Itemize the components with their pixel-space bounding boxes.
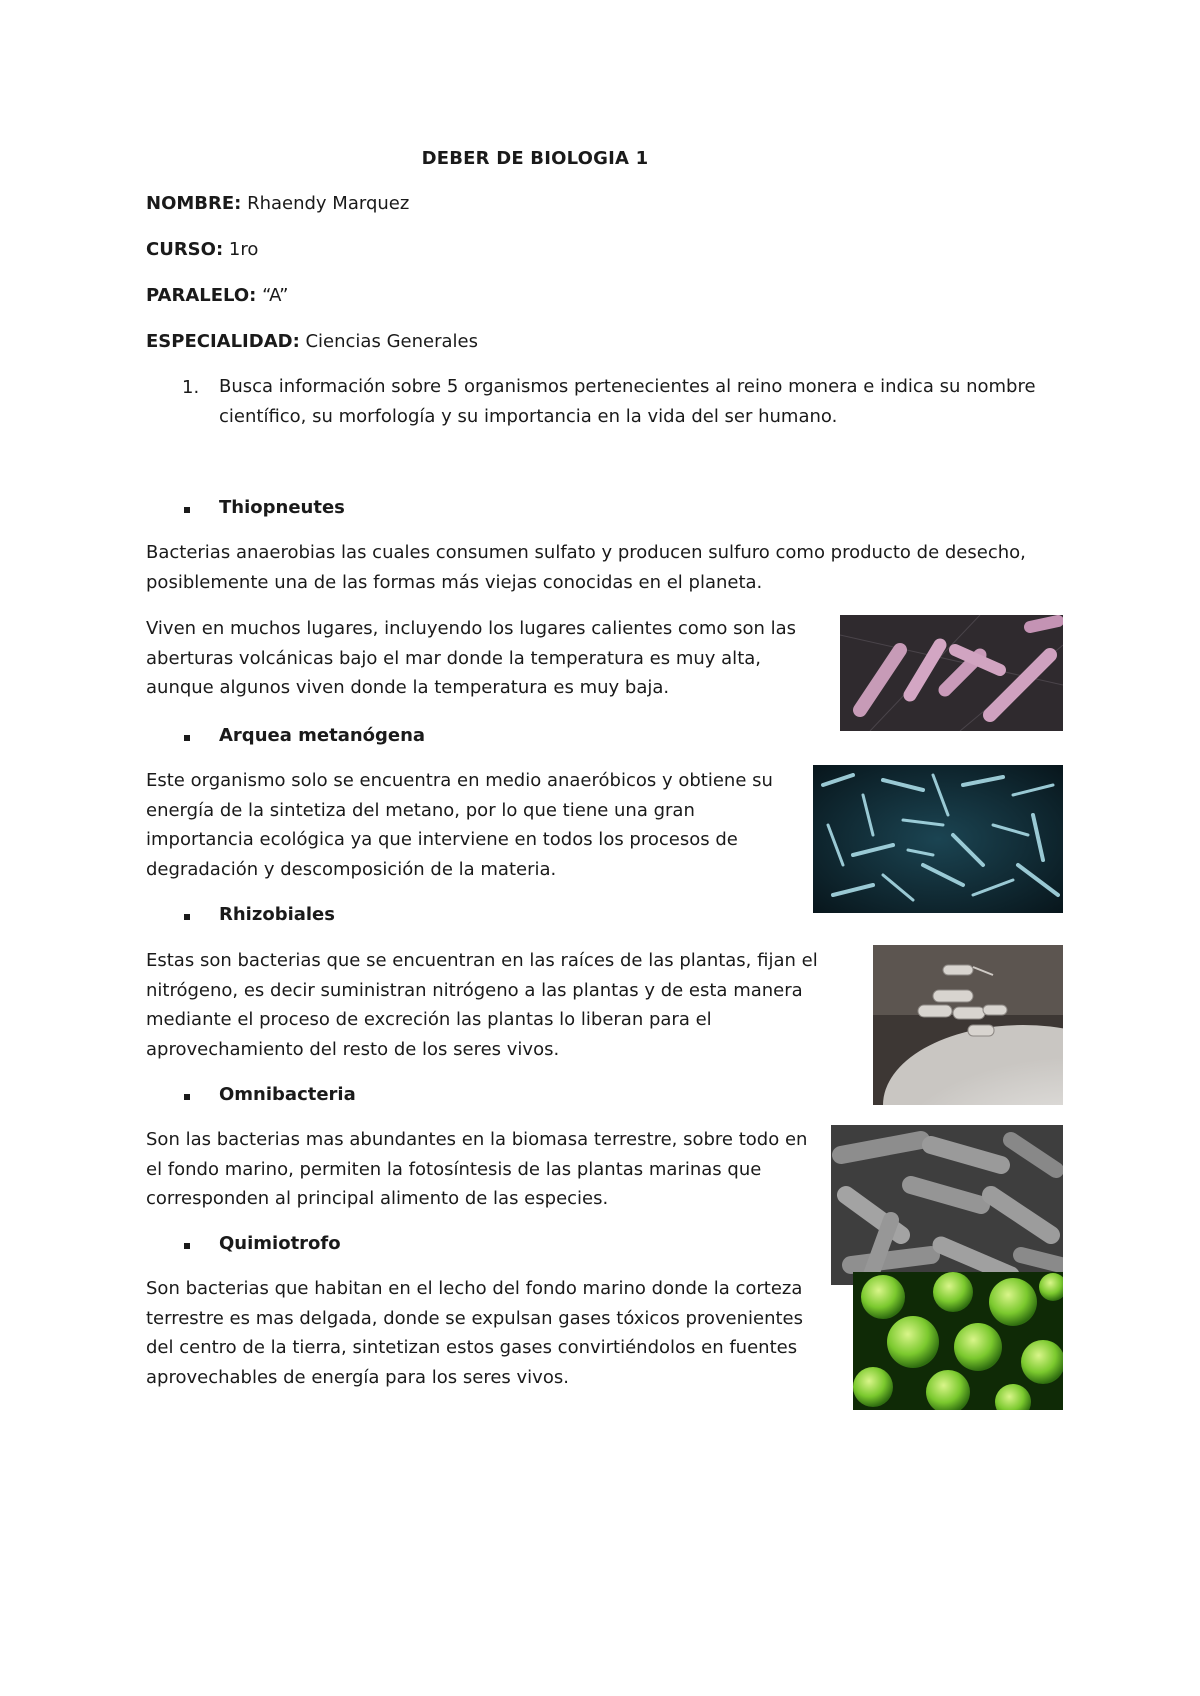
field-curso (146, 239, 258, 260)
field-label: NOMBRE: (146, 193, 242, 214)
gray-rod-bacteria-icon (831, 1125, 1063, 1285)
organism-description: Son las bacterias mas abundantes en la biomasa terrestre, sobre todo en el fondo marino, permiten la fotosíntesis de las plantas marinas que corresponden al principal alimento de las especies. (146, 1129, 808, 1209)
organism-habitat: Viven en muchos lugares, incluyendo los lugares calientes como son las aberturas volcánicas bajo el mar donde la temperatura es muy alta, aunque algunos viven donde la temperatura es muy baja. (146, 618, 797, 698)
bullet-icon (184, 914, 190, 920)
organism-description: Son bacterias que habitan en el lecho del fondo marino donde la corteza terrestre es mas delgada, donde se expulsan gases tóxicos provenientes del centro de la tierra, sintetizan estos gases convirtiéndolos en fuentes aprovechables de energía para los seres vivos. (146, 1278, 804, 1388)
field-especialidad (146, 331, 478, 352)
field-value: Rhaendy Marquez (241, 193, 410, 214)
organism-name-quimiotrofo: Quimiotrofo (219, 1233, 341, 1254)
field-label: PARALELO: (146, 285, 257, 306)
field-label: ESPECIALIDAD: (146, 331, 300, 352)
organism-name-arquea-metanogena: Arquea metanógena (219, 725, 426, 746)
sem-root-bacteria-image (873, 945, 1063, 1105)
bullet-icon (184, 1094, 190, 1100)
sem-root-bacteria-icon (873, 945, 1063, 1105)
field-value: “A” (256, 285, 289, 306)
field-value: Ciencias Generales (299, 331, 478, 352)
green-coccus-bacteria-icon (853, 1272, 1063, 1410)
field-nombre (146, 193, 409, 214)
green-coccus-bacteria-image (853, 1272, 1063, 1410)
organism-name-omnibacteria: Omnibacteria (219, 1084, 356, 1105)
field-label: CURSO: (146, 239, 224, 260)
bullet-icon (184, 1243, 190, 1249)
blue-filament-archaea-image (813, 765, 1063, 913)
bullet-icon (184, 507, 190, 513)
bullet-icon (184, 735, 190, 741)
organism-description: Estas son bacterias que se encuentran en las raíces de las plantas, fijan el nitrógeno, es decir suministran nitrógeno a las plantas y de esta manera mediante el proceso de excreción las plantas lo liberan para el aprovechamiento del resto de los seres vivos. (146, 950, 818, 1060)
organism-description: Bacterias anaerobias las cuales consumen sulfato y producen sulfuro como producto de desecho, posiblemente una de las formas más viejas conocidas en el planeta. (146, 542, 1026, 593)
pink-rod-bacteria-icon (840, 615, 1063, 731)
field-paralelo (146, 285, 289, 306)
organism-description: Este organismo solo se encuentra en medio anaeróbicos y obtiene su energía de la sintetiza del metano, por lo que tiene una gran importancia ecológica ya que interviene en todos los procesos de degradación y descomposición de la materia. (146, 770, 773, 880)
question-number: 1. (182, 377, 200, 398)
organism-name-thiopneutes: Thiopneutes (219, 497, 345, 518)
organism-name-rhizobiales: Rhizobiales (219, 904, 335, 925)
pink-rod-bacteria-image (840, 615, 1063, 731)
question-text: Busca información sobre 5 organismos pertenecientes al reino monera e indica su nombre científico, su morfología y su importancia en la vida del ser humano. (219, 376, 1036, 427)
document-title: DEBER DE BIOLOGIA 1 (421, 148, 649, 169)
gray-rod-bacteria-image (831, 1125, 1063, 1285)
blue-filament-archaea-icon (813, 765, 1063, 913)
field-value: 1ro (223, 239, 259, 260)
